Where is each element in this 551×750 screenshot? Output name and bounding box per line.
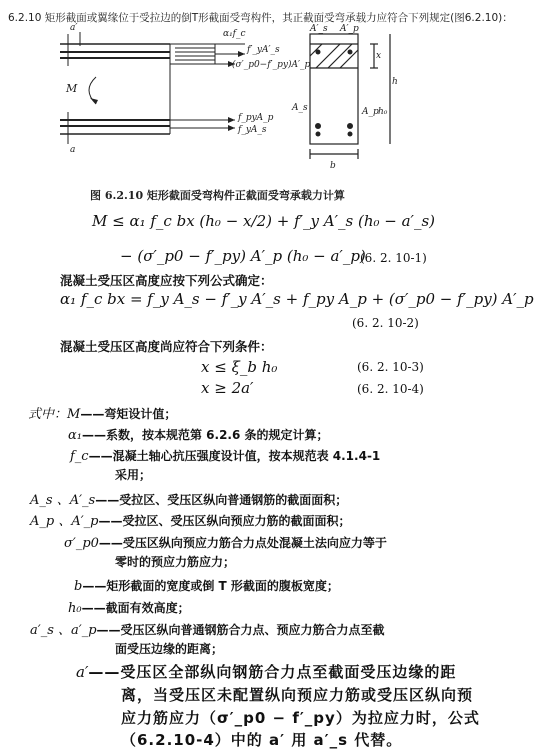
definition-sigma-p0: σ′_p0——受压区纵向预应力筋合力点处混凝土法向应力等于 — [64, 536, 387, 551]
definition-As: A_s 、A′_s——受拉区、受压区纵向普通钢筋的截面面积； — [30, 493, 348, 508]
label-a-top: a′ — [70, 23, 78, 33]
label-h0: h₀ — [378, 107, 388, 117]
text-compression-height-1: 混凝土受压区高度应按下列公式确定： — [60, 273, 273, 288]
definition-Ap: A_p 、A′_p——受拉区、受压区纵向预应力筋的截面面积； — [30, 514, 351, 529]
label-M: M — [66, 82, 78, 95]
equation-2-number: (6. 2. 10-2) — [352, 316, 419, 330]
equation-2: α₁ f_c bx = f_y A_s − f′_y A′_s + f_py A_p + (σ′_p0 − f′_py) A′_p — [60, 290, 534, 308]
definition-alpha1: α₁——系数，按本规范第 6.2.6 条的规定计算； — [68, 428, 329, 443]
label-Ap-bot: A_p — [362, 107, 379, 117]
text-compression-height-2: 混凝土受压区高度尚应符合下列条件： — [60, 339, 273, 354]
label-fy-As-bot: f_yA_s — [238, 125, 267, 135]
label-alpha-fc: α₁f_c — [223, 29, 246, 39]
equation-4-number: (6. 2. 10-4) — [357, 382, 424, 396]
label-x: x — [376, 51, 382, 61]
intro-text: 6.2.10 矩形截面或翼缘位于受拉边的倒T形截面受弯构件，其正截面受弯承载力应符合下列规定(图6.2.10)： — [8, 12, 513, 24]
definition-a-prime-line-2: 离，当受压区未配置纵向预应力筋或受压区纵向预 — [121, 686, 474, 704]
definition-a-prime-line-4: （6.2.10-4）中的 a′ 用 a′_s 代替。 — [121, 731, 403, 749]
equation-1-number: (6. 2. 10-1) — [360, 251, 427, 265]
definition-fc-cont: 采用； — [115, 468, 152, 482]
definition-M: 式中：M——弯矩设计值； — [28, 407, 177, 422]
definition-sigma-p0-cont: 零时的预应力筋应力； — [115, 555, 236, 569]
label-As-top: A′_s — [310, 24, 328, 34]
definition-a-prime-line-3: 应力筋应力（σ′_p0 − f′_py）为拉应力时，公式 — [121, 709, 480, 727]
label-h: h — [392, 77, 398, 87]
label-b: b — [330, 161, 336, 171]
equation-3-number: (6. 2. 10-3) — [357, 360, 424, 374]
equation-1-line-2: − (σ′_p0 − f′_py) A′_p (h₀ − a′_p) — [120, 247, 366, 265]
equation-3: x ≤ ξ_b h₀ — [201, 358, 278, 376]
figure-caption: 图 6.2.10 矩形截面受弯构件正截面受弯承载力计算 — [90, 189, 345, 202]
label-fpy-Ap: f_pyA_p — [238, 113, 274, 123]
label-As-bot: A_s — [292, 103, 308, 113]
definition-fc: f_c——混凝土轴心抗压强度设计值，按本规范表 4.1.4-1 — [70, 449, 381, 464]
definition-b: b——矩形截面的宽度或倒 T 形截面的腹板宽度； — [74, 579, 339, 594]
definition-h0: h₀——截面有效高度； — [68, 601, 190, 616]
label-Ap-top: A′_p — [340, 24, 359, 34]
equation-1-line-1: M ≤ α₁ f_c bx (h₀ − x/2) + f′_y A′_s (h₀ − a′_s) — [92, 212, 436, 230]
definition-as-ap: a′_s 、a′_p——受压区纵向普通钢筋合力点、预应力筋合力点至截 — [30, 623, 385, 638]
equation-4: x ≥ 2a′ — [201, 379, 254, 397]
label-fy-As-top: f′_yA′_s — [247, 45, 280, 55]
section-figure — [60, 22, 400, 178]
definition-a-prime: a′——受压区全部纵向钢筋合力点至截面受压边缘的距 — [76, 663, 457, 681]
definition-as-ap-cont: 面受压边缘的距离； — [115, 642, 224, 656]
label-sigma-top: (σ′_p0−f′_py)A′_p — [232, 60, 311, 70]
label-a-bot: a — [70, 145, 76, 155]
